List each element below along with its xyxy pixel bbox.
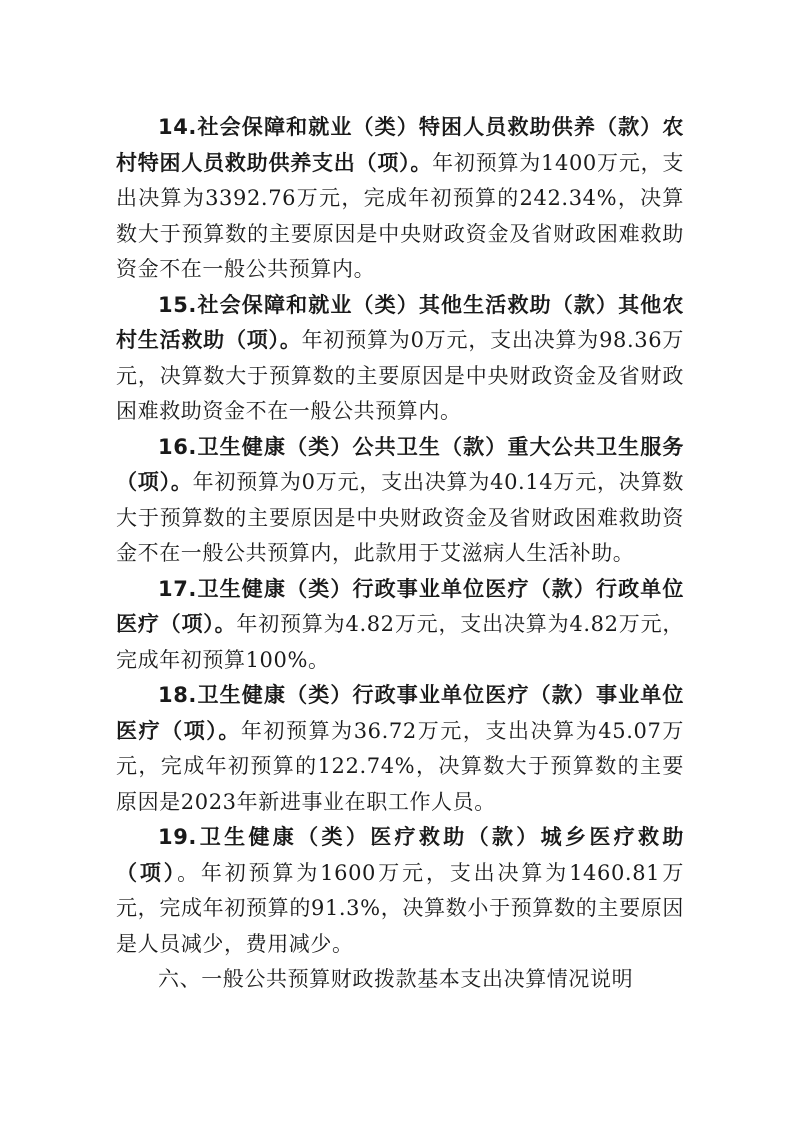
- item-16-paragraph: [116, 430, 684, 572]
- item-14-paragraph: [116, 110, 684, 288]
- item-15-paragraph: [116, 288, 684, 430]
- item-17-body: 年初预算为4.82万元，支出决算为4.82万元，完成年初预算100%。: [116, 612, 684, 672]
- item-18-heading: 18.卫生健康（类）行政事业单位医疗（款）事业单位医疗（项）。: [116, 683, 684, 743]
- item-16-body: 年初预算为0万元，支出决算为40.14万元，决算数大于预算数的主要原因是中央财政资金及省财政困难救助资金不在一般公共预算内，此款用于艾滋病人生活补助。: [116, 470, 684, 565]
- item-19-paragraph: [116, 820, 684, 962]
- item-15-body: 年初预算为0万元，支出决算为98.36万元，决算数大于预算数的主要原因是中央财政资金及省财政困难救助资金不在一般公共预算内。: [116, 328, 684, 423]
- item-18-paragraph: [116, 678, 684, 820]
- item-19-heading: 19.卫生健康（类）医疗救助（款）城乡医疗救助（项）: [116, 825, 684, 885]
- item-16-heading: 16.卫生健康（类）公共卫生（款）重大公共卫生服务（项）。: [116, 434, 684, 494]
- section-heading: 六、一般公共预算财政拨款基本支出决算情况说明: [158, 967, 634, 991]
- item-15-heading: 15.社会保障和就业（类）其他生活救助（款）其他农村生活救助（项）。: [116, 292, 684, 352]
- document-body: [116, 110, 684, 998]
- item-14-heading: 14.社会保障和就业（类）特困人员救助供养（款）农村特困人员救助供养支出（项）。: [116, 115, 684, 175]
- item-19-body: 。年初预算为1600万元，支出决算为1460.81万元，完成年初预算的91.3%，决算数小于预算数的主要原因是人员减少，费用减少。: [116, 860, 684, 956]
- item-18-body: 年初预算为36.72万元，支出决算为45.07万元，完成年初预算的122.74%，决算数大于预算数的主要原因是2023年新进事业在职工作人员。: [116, 718, 684, 814]
- item-17-paragraph: [116, 572, 684, 679]
- item-17-heading: 17.卫生健康（类）行政事业单位医疗（款）行政单位医疗（项）。: [116, 576, 684, 636]
- item-14-body: 年初预算为1400万元，支出决算为3392.76万元，完成年初预算的242.34%，决算数大于预算数的主要原因是中央财政资金及省财政困难救助资金不在一般公共预算内。: [116, 150, 684, 281]
